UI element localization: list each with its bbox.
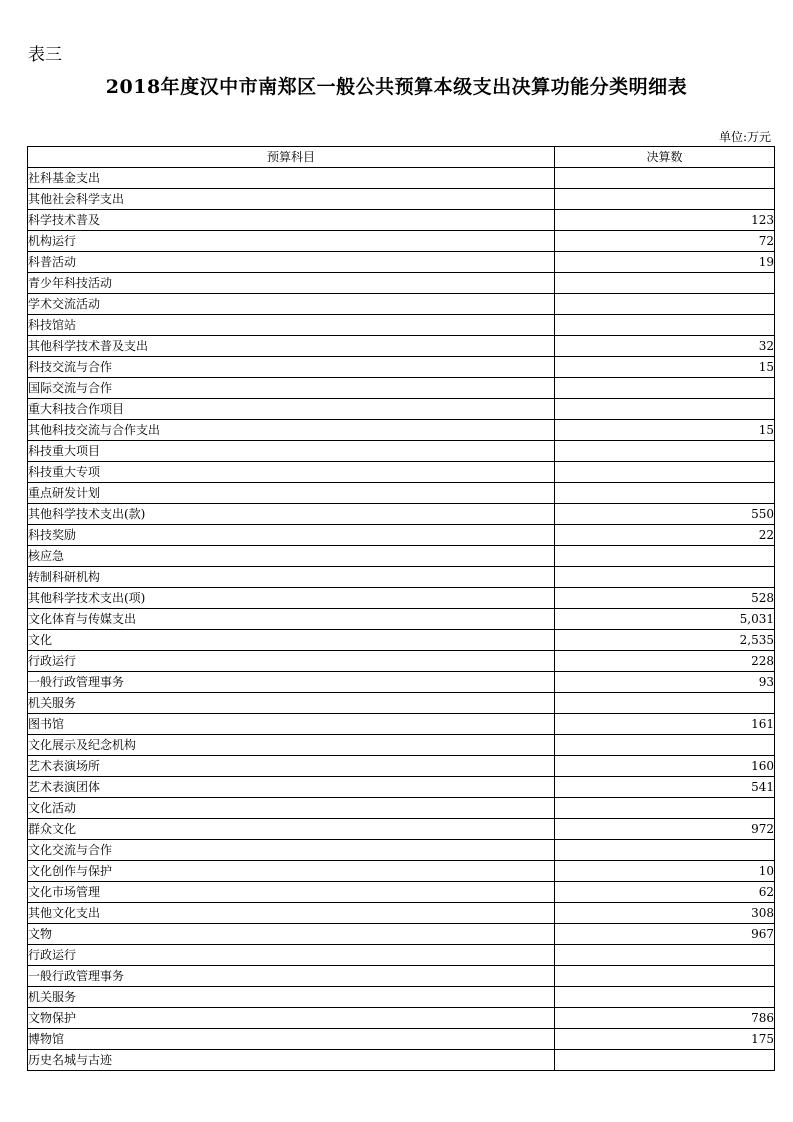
row-amount (555, 966, 775, 987)
row-amount (555, 987, 775, 1008)
table-row (28, 399, 775, 420)
row-subject: 重点研发计划 (28, 483, 555, 504)
row-subject: 国际交流与合作 (28, 378, 555, 399)
table-row (28, 189, 775, 210)
header-subject: 预算科目 (28, 147, 555, 168)
row-subject: 文化 (28, 630, 555, 651)
row-subject: 历史名城与古迹 (28, 1050, 555, 1071)
row-subject: 核应急 (28, 546, 555, 567)
table-row (28, 504, 775, 525)
row-subject: 文物 (28, 924, 555, 945)
row-amount (555, 798, 775, 819)
row-amount: 161 (555, 714, 775, 735)
row-subject: 机构运行 (28, 231, 555, 252)
row-amount: 541 (555, 777, 775, 798)
row-amount: 123 (555, 210, 775, 231)
table-row (28, 609, 775, 630)
row-subject: 其他科学技术普及支出 (28, 336, 555, 357)
row-subject: 科学技术普及 (28, 210, 555, 231)
row-subject: 社科基金支出 (28, 168, 555, 189)
table-row (28, 252, 775, 273)
document-title: 2018年度汉中市南郑区一般公共预算本级支出决算功能分类明细表 (105, 76, 688, 98)
row-subject: 科技奖励 (28, 525, 555, 546)
row-amount: 15 (555, 420, 775, 441)
table-row (28, 588, 775, 609)
row-subject: 图书馆 (28, 714, 555, 735)
row-subject: 一般行政管理事务 (28, 672, 555, 693)
table-row (28, 441, 775, 462)
row-amount: 10 (555, 861, 775, 882)
table-row (28, 294, 775, 315)
row-subject: 其他科学技术支出(款) (28, 504, 555, 525)
row-amount (555, 462, 775, 483)
row-amount: 550 (555, 504, 775, 525)
table-row (28, 756, 775, 777)
row-amount (555, 441, 775, 462)
row-amount: 228 (555, 651, 775, 672)
table-row (28, 1029, 775, 1050)
row-amount (555, 735, 775, 756)
row-subject: 青少年科技活动 (28, 273, 555, 294)
row-amount: 19 (555, 252, 775, 273)
row-subject: 其他社会科学支出 (28, 189, 555, 210)
table-row (28, 903, 775, 924)
row-amount: 2,535 (555, 630, 775, 651)
row-subject: 其他科学技术支出(项) (28, 588, 555, 609)
table-row (28, 672, 775, 693)
table-row (28, 546, 775, 567)
row-amount: 160 (555, 756, 775, 777)
table-row (28, 210, 775, 231)
table-row (28, 315, 775, 336)
table-row (28, 1050, 775, 1071)
table-row (28, 924, 775, 945)
row-subject: 转制科研机构 (28, 567, 555, 588)
row-subject: 文化展示及纪念机构 (28, 735, 555, 756)
row-subject: 艺术表演场所 (28, 756, 555, 777)
table-row (28, 819, 775, 840)
row-subject: 文化交流与合作 (28, 840, 555, 861)
table-row (28, 714, 775, 735)
row-amount (555, 315, 775, 336)
row-subject: 群众文化 (28, 819, 555, 840)
row-amount: 22 (555, 525, 775, 546)
row-subject: 重大科技合作项目 (28, 399, 555, 420)
row-subject: 文物保护 (28, 1008, 555, 1029)
row-amount (555, 567, 775, 588)
row-amount (555, 168, 775, 189)
table-row (28, 651, 775, 672)
row-amount (555, 294, 775, 315)
row-amount (555, 945, 775, 966)
table-row (28, 777, 775, 798)
table-row (28, 840, 775, 861)
row-amount: 62 (555, 882, 775, 903)
table-row (28, 945, 775, 966)
table-row (28, 273, 775, 294)
row-amount: 972 (555, 819, 775, 840)
table-row (28, 462, 775, 483)
row-amount (555, 693, 775, 714)
row-subject: 艺术表演团体 (28, 777, 555, 798)
row-amount: 32 (555, 336, 775, 357)
row-amount: 308 (555, 903, 775, 924)
table-row (28, 378, 775, 399)
unit-label: 单位:万元 (718, 130, 771, 144)
row-amount: 5,031 (555, 609, 775, 630)
row-amount: 528 (555, 588, 775, 609)
table-row (28, 483, 775, 504)
table-row (28, 966, 775, 987)
row-subject: 科技交流与合作 (28, 357, 555, 378)
table-row (28, 168, 775, 189)
row-amount: 175 (555, 1029, 775, 1050)
table-label: 表三 (28, 45, 62, 65)
row-amount (555, 189, 775, 210)
row-amount (555, 1050, 775, 1071)
table-body (28, 168, 775, 1071)
header-row (28, 147, 775, 168)
row-subject: 机关服务 (28, 693, 555, 714)
row-amount: 15 (555, 357, 775, 378)
row-amount (555, 840, 775, 861)
table-row (28, 231, 775, 252)
row-subject: 其他科技交流与合作支出 (28, 420, 555, 441)
table-row (28, 567, 775, 588)
row-subject: 科技重大专项 (28, 462, 555, 483)
table-row (28, 735, 775, 756)
row-subject: 科技馆站 (28, 315, 555, 336)
row-amount (555, 546, 775, 567)
row-amount (555, 483, 775, 504)
row-subject: 行政运行 (28, 945, 555, 966)
table-row (28, 693, 775, 714)
row-subject: 其他文化支出 (28, 903, 555, 924)
row-subject: 文化创作与保护 (28, 861, 555, 882)
table-row (28, 861, 775, 882)
budget-table (27, 146, 775, 1071)
table-row (28, 987, 775, 1008)
row-subject: 科技重大项目 (28, 441, 555, 462)
row-subject: 一般行政管理事务 (28, 966, 555, 987)
row-amount: 786 (555, 1008, 775, 1029)
row-amount: 967 (555, 924, 775, 945)
row-subject: 文化市场管理 (28, 882, 555, 903)
header-amount: 决算数 (555, 147, 775, 168)
row-amount: 72 (555, 231, 775, 252)
table-row (28, 525, 775, 546)
row-subject: 文化体育与传媒支出 (28, 609, 555, 630)
row-amount (555, 399, 775, 420)
table-row (28, 798, 775, 819)
row-subject: 学术交流活动 (28, 294, 555, 315)
table-row (28, 1008, 775, 1029)
row-subject: 博物馆 (28, 1029, 555, 1050)
table-row (28, 420, 775, 441)
table-row (28, 357, 775, 378)
row-amount (555, 378, 775, 399)
table-row (28, 882, 775, 903)
row-amount (555, 273, 775, 294)
row-amount: 93 (555, 672, 775, 693)
table-row (28, 630, 775, 651)
row-subject: 机关服务 (28, 987, 555, 1008)
row-subject: 行政运行 (28, 651, 555, 672)
row-subject: 文化活动 (28, 798, 555, 819)
row-subject: 科普活动 (28, 252, 555, 273)
table-row (28, 336, 775, 357)
